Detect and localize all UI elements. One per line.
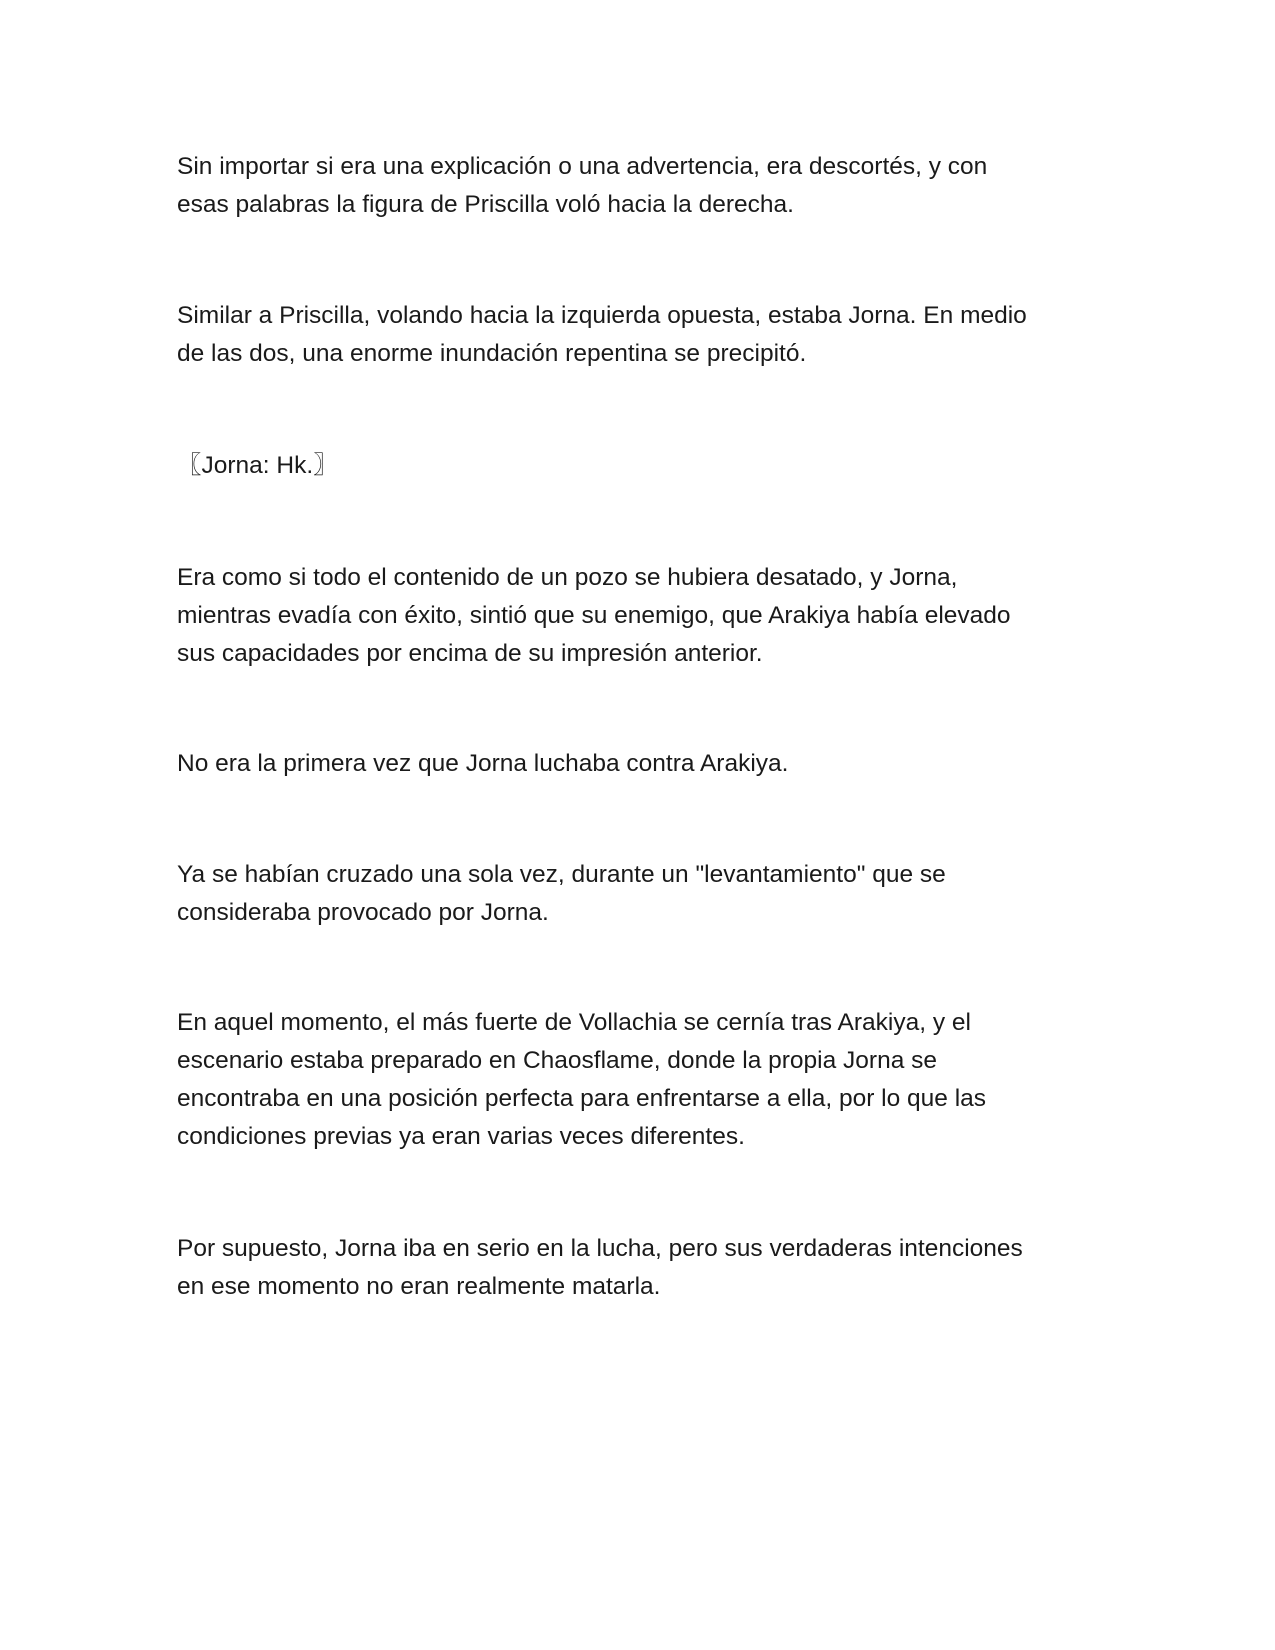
paragraph-4: No era la primera vez que Jorna luchaba contra Arakiya. — [177, 750, 789, 777]
paragraph-6: En aquel momento, el más fuerte de Vollachia se cernía tras Arakiya, y el escenario estaba preparado en Chaosflame, donde la propia Jorna se encontraba en una posición perfecta para enfrentarse a ella, por lo que las condiciones previas ya eran varias veces diferentes. — [177, 1009, 987, 1150]
paragraph-3: Era como si todo el contenido de un pozo se hubiera desatado, y Jorna, mientras evadía con éxito, sintió que su enemigo, que Arakiya había elevado sus capacidades por encima de su impresión anterior. — [177, 564, 1011, 667]
paragraph-2: Similar a Priscilla, volando hacia la izquierda opuesta, estaba Jorna. En medio de las dos, una enorme inundación repentina se precipitó. — [177, 302, 1027, 367]
paragraph-1: Sin importar si era una explicación o una advertencia, era descortés, y con esas palabras la figura de Priscilla voló hacia la derecha. — [177, 153, 988, 218]
paragraph-5: Ya se habían cruzado una sola vez, durante un "levantamiento" que se consideraba provocado por Jorna. — [177, 861, 946, 926]
paragraph-7: Por supuesto, Jorna iba en serio en la lucha, pero sus verdaderas intenciones en ese momento no eran realmente matarla. — [177, 1235, 1023, 1300]
dialogue-line: 〖Jorna: Hk.〗 — [177, 452, 338, 479]
